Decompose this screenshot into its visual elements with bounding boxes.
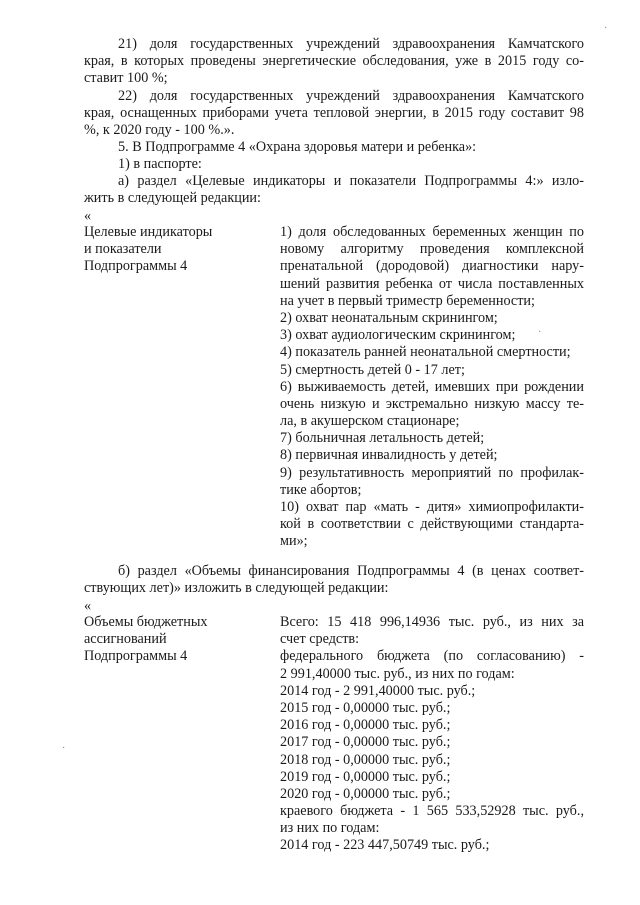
table-1-right-line: 8) первичная инвалидность у детей; [280, 447, 498, 464]
paragraph-b-line-2: ствующих лет)» изложить в следующей редакции: [84, 580, 389, 597]
table-2-right-cell [280, 614, 584, 855]
table-1-right-line: 2) охват неонатальным скринингом; [280, 309, 498, 326]
table-2-right-line: 2014 год - 2 991,40000 тыс. руб.; [280, 682, 476, 699]
paragraph-22-line-1: 22) доля государственных учреждений здравоохранения Камчатского [118, 88, 584, 104]
table-1-right-line: шений развития ребенка от числа поставленных [280, 275, 584, 292]
table-1-right-line: кой в соответствии с действующими стандарта- [280, 516, 584, 533]
table-2-right-line: 2019 год - 0,00000 тыс. руб.; [280, 768, 451, 785]
table-1-left-cell [84, 224, 259, 276]
table-2-right-line: 2015 год - 0,00000 тыс. руб.; [280, 699, 451, 716]
table-1-right-line: 3) охват аудиологическим скринингом; [280, 327, 516, 344]
paragraph-22-line-2: края, оснащенных приборами учета тепловой энергии, в 2015 году составит 98 [84, 105, 584, 122]
table-1-right-line: на учет в первый триместр беременности; [280, 292, 535, 309]
table-1-right-line: 9) результативность мероприятий по профилак- [280, 464, 584, 481]
paragraph-22 [84, 88, 584, 140]
table-2-right-line: 2017 год - 0,00000 тыс. руб.; [280, 734, 451, 751]
scan-speck: · [62, 743, 66, 754]
quote-open-2: « [84, 598, 92, 614]
scan-speck: · [538, 327, 542, 338]
paragraph-a [84, 173, 584, 207]
table-2-left-cell [84, 614, 259, 666]
table-1-right-line: ми»; [280, 533, 308, 550]
paragraph-21-line-1: 21) доля государственных учреждений здравоохранения Камчатского [118, 36, 584, 52]
table-2-right-line: 2020 год - 0,00000 тыс. руб.; [280, 785, 451, 802]
table-2-right-line: федерального бюджета (по согласованию) - [280, 648, 584, 665]
table-2-right-line: Всего: 15 418 996,14936 тыс. руб., из них за [280, 614, 584, 630]
table-1-right-line: ла, в акушерском стационаре; [280, 413, 460, 430]
scan-speck: · [604, 23, 608, 34]
paragraph-21 [84, 36, 584, 88]
paragraph-a-line-1: а) раздел «Целевые индикаторы и показатели Подпрограммы 4:» изло- [118, 173, 584, 189]
table-1-right-line: 6) выживаемость детей, имевших при рождении [280, 378, 584, 395]
table-1-left-line: и показатели [84, 241, 162, 258]
table-2-left-line: ассигнований [84, 631, 167, 648]
table-1-left-line: Целевые индикаторы [84, 224, 213, 240]
paragraph-5-heading: 5. В Подпрограмме 4 «Охрана здоровья матери и ребенка»: [118, 139, 477, 155]
paragraph-a-line-2: жить в следующей редакции: [84, 190, 261, 207]
table-2-right-line: 2 991,40000 тыс. руб., из них по годам: [280, 665, 515, 682]
table-1-right-cell [280, 224, 584, 551]
table-2-right-line: 2016 год - 0,00000 тыс. руб.; [280, 717, 451, 734]
paragraph-b [84, 563, 584, 597]
table-2-right-line: счет средств: [280, 631, 360, 648]
table-1-right-line: 5) смертность детей 0 - 17 лет; [280, 361, 465, 378]
table-1-left-line: Подпрограммы 4 [84, 258, 188, 275]
paragraph-21-line-2: края, в которых проведены энергетические обследования, уже в 2015 году со- [84, 53, 584, 70]
table-2-right-line: 2014 год - 223 447,50749 тыс. руб.; [280, 837, 490, 854]
table-1-right-line: очень низкую и экстремально низкую массу те- [280, 395, 584, 412]
paragraph-passport: 1) в паспорте: [118, 156, 202, 172]
table-1-right-line: 4) показатель ранней неонатальной смертности; [280, 344, 571, 361]
table-2-right-line: краевого бюджета - 1 565 533,52928 тыс. руб., [280, 803, 584, 820]
paragraph-21-line-3: ставит 100 %; [84, 70, 168, 87]
paragraph-b-line-1: б) раздел «Объемы финансирования Подпрограммы 4 (в ценах соответ- [118, 563, 584, 579]
table-1-right-line: 1) доля обследованных беременных женщин по [280, 224, 584, 240]
table-2-right-line: из них по годам: [280, 820, 380, 837]
table-1-right-line: 10) охват пар «мать - дитя» химиопрофилакти- [280, 499, 584, 515]
table-2-left-line: Объемы бюджетных [84, 614, 208, 630]
table-1-right-line: 7) больничная летальность детей; [280, 430, 485, 447]
table-1-right-line: тике абортов; [280, 481, 362, 498]
table-1-right-line: пренатальной (дородовой) диагностики нару- [280, 258, 584, 275]
table-2-left-line: Подпрограммы 4 [84, 648, 188, 665]
table-1-right-line: новому алгоритму проведения комплексной [280, 241, 584, 258]
table-2-right-line: 2018 год - 0,00000 тыс. руб.; [280, 751, 451, 768]
quote-open-1: « [84, 208, 92, 224]
paragraph-22-line-3: %, к 2020 году - 100 %.». [84, 122, 235, 139]
